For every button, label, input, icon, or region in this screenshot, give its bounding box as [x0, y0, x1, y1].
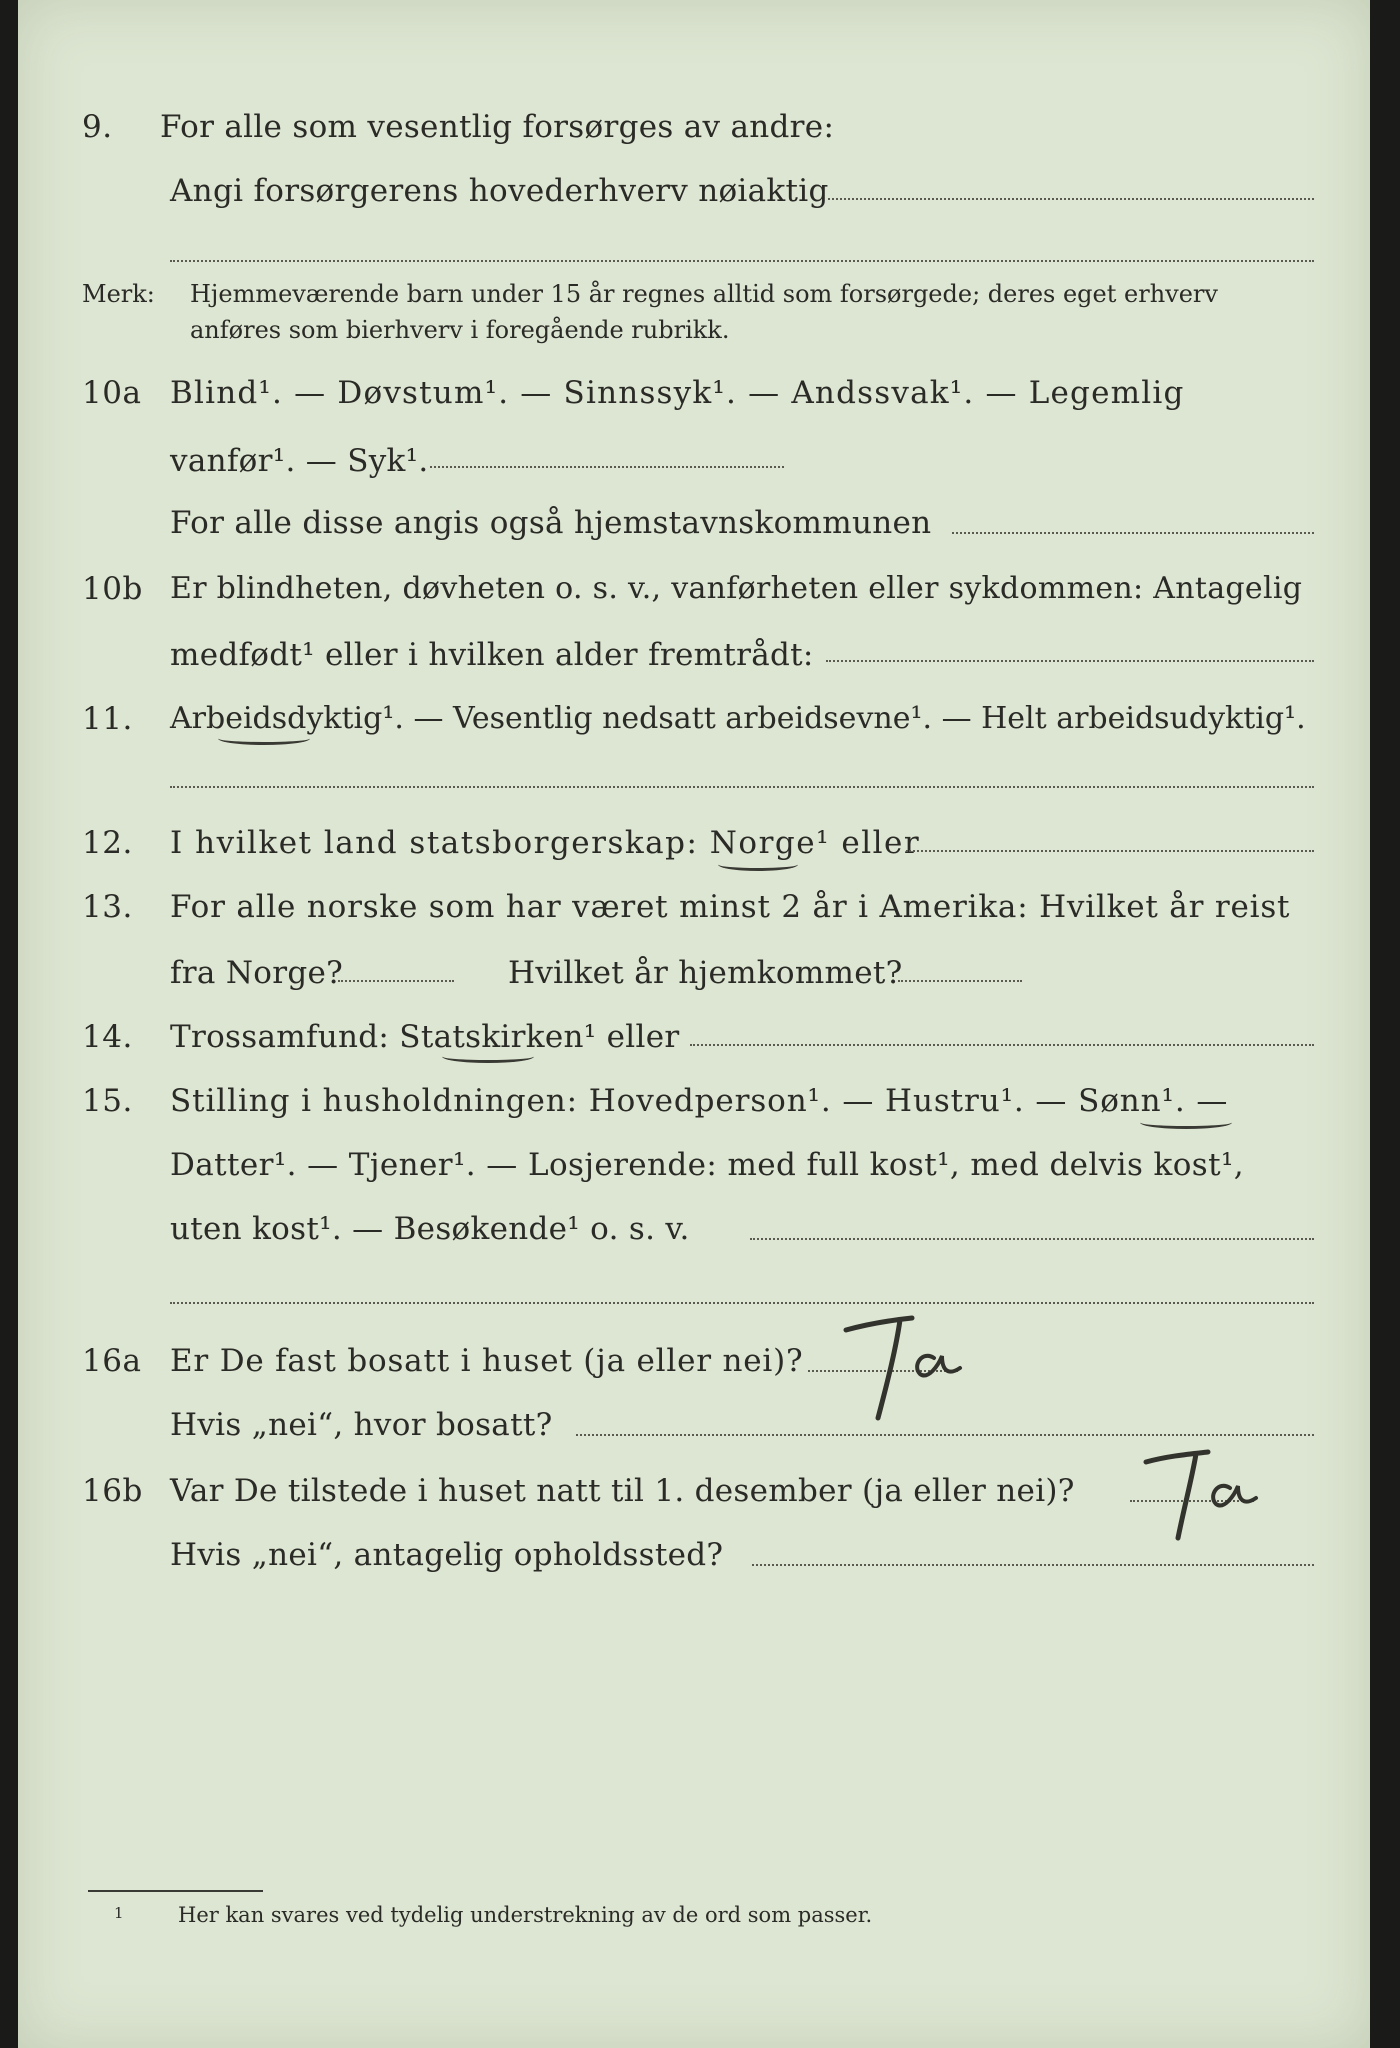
- question-number: 13.: [82, 889, 133, 925]
- answer-line[interactable]: [690, 1044, 1314, 1046]
- question-9-line2: [18, 166, 1370, 226]
- question-text: fra Norge?: [170, 955, 344, 991]
- question-9-row: [18, 102, 1370, 162]
- question-15-line2: [18, 1140, 1370, 1200]
- question-15-line3: [18, 1204, 1370, 1264]
- question-text: vanfør¹. — Syk¹.: [170, 443, 429, 479]
- question-10a-row: [18, 368, 1370, 428]
- answer-line[interactable]: [170, 260, 1314, 262]
- underline-mark: [218, 732, 310, 745]
- answer-line[interactable]: [576, 1434, 1314, 1436]
- question-text: uten kost¹. — Besøkende¹ o. s. v.: [170, 1211, 690, 1247]
- question-text: For alle disse angis også hjemstavnskommunen: [170, 505, 932, 541]
- question-14-row: [18, 1012, 1370, 1072]
- question-number: 16a: [82, 1343, 142, 1379]
- question-text: medfødt¹ eller i hvilken alder fremtrådt:: [170, 637, 814, 673]
- answer-line[interactable]: [828, 198, 1314, 200]
- question-number: 10b: [82, 571, 143, 607]
- answer-line[interactable]: [826, 660, 1314, 662]
- footnote-text: Her kan svares ved tydelig understrekning av de ord som passer.: [178, 1903, 873, 1927]
- question-text: For alle norske som har været minst 2 år i Amerika: Hvilket år reist: [170, 889, 1291, 925]
- question-text: For alle som vesentlig forsørges av andre:: [160, 109, 835, 145]
- question-text: Angi forsørgerens hovederhverv nøiaktig: [170, 173, 829, 209]
- question-12-row: [18, 818, 1370, 878]
- note-label: Merk:: [82, 280, 155, 308]
- question-text: Stilling i husholdningen: Hovedperson¹. — Hustru¹. — Sønn¹. —: [170, 1083, 1229, 1119]
- question-text: I hvilket land statsborgerskap: Norge¹ eller: [170, 825, 921, 861]
- answer-line[interactable]: [750, 1238, 1314, 1240]
- question-number: 14.: [82, 1019, 133, 1055]
- question-16a-row: [18, 1336, 1370, 1396]
- question-number: 10a: [82, 375, 142, 411]
- census-form-page: [18, 0, 1370, 2048]
- question-number: 9.: [82, 109, 113, 145]
- question-text: Blind¹. — Døvstum¹. — Sinnssyk¹. — Andssvak¹. — Legemlig: [170, 375, 1185, 411]
- question-10a-line3: [18, 498, 1370, 558]
- question-10b-row: [18, 564, 1370, 624]
- question-text: Hvilket år hjemkommet?: [508, 955, 903, 991]
- answer-line[interactable]: [170, 786, 1314, 788]
- question-text: Er blindheten, døvheten o. s. v., vanførheten eller sykdommen: Antagelig: [170, 571, 1303, 606]
- question-text: Trossamfund: Statskirken¹ eller: [170, 1019, 680, 1055]
- answer-line[interactable]: [752, 1564, 1314, 1566]
- question-16b-line2: [18, 1530, 1370, 1590]
- question-text: Datter¹. — Tjener¹. — Losjerende: med full kost¹, med delvis kost¹,: [170, 1147, 1245, 1183]
- answer-line[interactable]: [430, 466, 784, 468]
- question-10a-line2: [18, 436, 1370, 496]
- underline-mark: [1140, 1116, 1232, 1129]
- question-number: 15.: [82, 1083, 133, 1119]
- answer-line[interactable]: [338, 980, 454, 982]
- question-number: 16b: [82, 1473, 143, 1509]
- question-13-row: [18, 882, 1370, 942]
- footnote-rule: [88, 1890, 263, 1892]
- question-number: 11.: [82, 701, 133, 737]
- question-10b-line2: [18, 630, 1370, 690]
- answer-line[interactable]: [898, 980, 1022, 982]
- question-number: 12.: [82, 825, 133, 861]
- question-text: Hvis „nei“, hvor bosatt?: [170, 1407, 553, 1443]
- note-text: anføres som bierhverv i foregående rubrikk.: [190, 316, 730, 344]
- question-11-row: [18, 694, 1370, 754]
- answer-line[interactable]: [170, 1302, 1314, 1304]
- question-15-row: [18, 1076, 1370, 1136]
- question-text: Hvis „nei“, antagelig opholdssted?: [170, 1537, 724, 1573]
- answer-line[interactable]: [952, 532, 1314, 534]
- answer-line[interactable]: [906, 850, 1314, 852]
- footnote-mark: 1: [114, 1904, 124, 1922]
- question-13-line2: [18, 948, 1370, 1008]
- question-text: Var De tilstede i huset natt til 1. desember (ja eller nei)?: [170, 1473, 1075, 1509]
- note-text: Hjemmeværende barn under 15 år regnes alltid som forsørgede; deres eget erhverv: [190, 280, 1218, 308]
- question-text: Er De fast bosatt i huset (ja eller nei)?: [170, 1343, 804, 1379]
- underline-mark: [442, 1050, 534, 1063]
- underline-mark: [718, 858, 798, 871]
- question-text: Arbeidsdyktig¹. — Vesentlig nedsatt arbeidsevne¹. — Helt arbeidsudyktig¹.: [170, 701, 1306, 736]
